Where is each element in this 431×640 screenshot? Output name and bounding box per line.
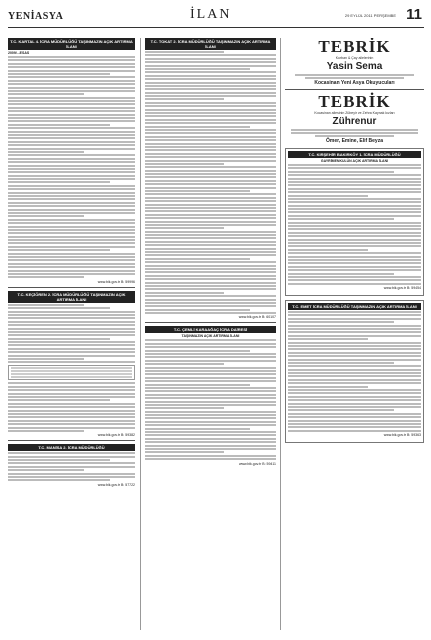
- ad-title: T.C. KEÇİÖREN 2. İCRA MÜDÜRLÜĞÜ TAŞINMAZIN AÇIK ARTIRMA İLANI: [8, 291, 135, 303]
- congratulation-message: [285, 129, 424, 137]
- ad-title: T.C. TOKAT 2. İCRA MÜDÜRLÜĞÜ TAŞINMAZIN AÇIK ARTIRMA İLANI: [145, 38, 276, 50]
- ad-reference: www.bik.gov.tr B: 59996: [97, 279, 135, 284]
- congratulation-signature: Ömer, Emine, Elif Beyza: [326, 138, 383, 144]
- column-divider: [140, 38, 141, 630]
- page-number: 11: [406, 6, 422, 23]
- ad-reference: www.bik.gov.tr B: 57722: [97, 482, 135, 487]
- ad-title: T.C. KIRŞEHİR BAKIRKÖY 1. İCRA MÜDÜRLÜĞÜ: [288, 151, 421, 158]
- ad-title: T.C. EMET İCRA MÜDÜRLÜĞÜ TAŞINMAZIN AÇIK ARTIRMA İLANI: [288, 303, 421, 310]
- congratulation-message: [285, 74, 424, 79]
- congratulation-signature: Kocasinan Yeni Asya Okuyucuları: [314, 80, 395, 86]
- newspaper-logo: YENİASYA: [8, 11, 64, 22]
- ad-body-text: [288, 164, 421, 285]
- baby-name: Zührenur: [332, 116, 377, 127]
- congratulation-ad-2: [285, 93, 424, 144]
- couple-names: Yasin Sema: [326, 61, 383, 72]
- ad-title: T.C. KARTAL 4. İCRA MÜDÜRLÜĞÜ TAŞINMAZIN AÇIK ARTIRMA İLANI: [8, 38, 135, 50]
- ad-separator: [285, 89, 424, 90]
- ad-table: [8, 365, 135, 380]
- column-3: [285, 38, 424, 630]
- ad-file-number: 2009/...ESAS: [8, 51, 30, 55]
- ad-reference: www.bik.gov.tr B: 59454: [383, 286, 421, 291]
- ad-separator: [8, 440, 135, 441]
- congratulation-ad-1: [285, 38, 424, 86]
- issue-date: 29 EYLÜL 2011 PERŞEMBE: [344, 13, 396, 18]
- ad-body-text: [145, 51, 276, 314]
- ad-reference: www.bik.gov.tr B: 59382: [97, 433, 135, 438]
- ad-reference: www.bik.gov.tr B: 59411: [238, 461, 276, 466]
- ad-title: T.C. ÇEMLİ KARAAĞAÇ İCRA DAİRESİ: [145, 326, 276, 333]
- ad-reference: www.bik.gov.tr B: 59363: [383, 433, 421, 438]
- ad-body-text: [145, 339, 276, 460]
- ad-subtitle: GAYRİMENKULÜN AÇIK ARTIRMA İLANI: [320, 159, 389, 163]
- congratulation-heading: TEBRİK: [318, 92, 391, 111]
- section-title: İLAN: [190, 7, 232, 22]
- column-divider: [280, 38, 281, 630]
- auction-ad: [285, 148, 424, 296]
- ad-body-text: [288, 311, 421, 432]
- ad-reference: www.bik.gov.tr B: 60107: [238, 315, 276, 320]
- ad-body-text: [8, 304, 135, 364]
- ad-separator: [145, 322, 276, 323]
- ad-body-text: [8, 56, 135, 278]
- column-1: [8, 38, 135, 630]
- congratulation-family: Kocasinan ailesinin Zübeyir ve Zehra Kaynak kızları: [314, 111, 395, 115]
- ad-body-text: [8, 382, 135, 431]
- header-divider: [8, 27, 424, 28]
- ad-separator: [8, 287, 135, 288]
- auction-ad: [285, 300, 424, 443]
- congratulation-heading: TEBRİK: [318, 38, 391, 56]
- congratulation-family: Kurban & Çay ailelerinin: [335, 56, 374, 60]
- ad-subtitle: TAŞINMAZIN AÇIK ARTIRMA İLANI: [181, 334, 240, 339]
- ad-body-text: [8, 452, 135, 481]
- page-header: [0, 0, 431, 30]
- column-2: [145, 38, 276, 630]
- ad-title: T.C. MANİSA 2. İCRA MÜDÜRLÜĞÜ: [8, 444, 135, 451]
